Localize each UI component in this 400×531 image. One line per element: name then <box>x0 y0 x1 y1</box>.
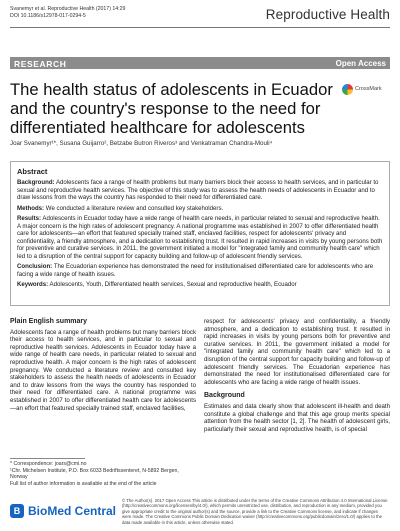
citation-header <box>10 6 125 20</box>
background-text: Estimates and data clearly show that adolescent ill-health and death constitute a global challenge and that this age group merits special attention from the health sector [1, 2]. The health of adolescent girls, particularly their sexual and reproductive health, is of special <box>204 402 390 433</box>
abstract-keywords-label: Keywords: <box>17 281 49 288</box>
biomed-central-icon: B <box>10 504 24 518</box>
plain-english-text: Adolescents face a range of health problems but many barriers block their access to health services, and in particular to sexual and reproductive health services. Adolescents in Ecuador today have a wide range of health care needs, in particular related to sexual and reproductive health. A major concern is the high rates of adolescent pregnancy. We conducted a literature review and consulted key stakeholders to assess the health needs of adolescents in Ecuador and to draw lessons from the ways the country has responded to their need for differentiated care. A national programme was established in 2007 to offer differentiated health care for adolescents—an effort that featured specially trained staff, enclaved facilities, <box>10 328 196 412</box>
correspondence-note[interactable]: * Correspondence: joars@cmi.no <box>10 461 87 467</box>
article-type-bar <box>10 57 390 69</box>
abstract-methods <box>17 205 383 213</box>
doi-line[interactable]: DOI 10.1186/s12978-017-0294-5 <box>10 13 86 19</box>
abstract-results-text: Adolescents in Ecuador today have a wide range of health care needs, in particular related to sexual and reproductive health. A major concern is the high rates of adolescent pregnancy. A national programme was established in 2007 to offer differentiated health care for adolescents—an effort that featured specially trained staff, enclaved facilities, respect for adolescents' privacy and confidentiality, a friendly atmosphere, and a dedication to establishing trust. It resulted in rapid increases in visits by young persons both for preventive and curative services. In 2011, the government initiated a model for "integrated family and community health care" which led to a disruption of the central support for capacity building and follow-up of adolescent friendly services. <box>17 215 383 260</box>
abstract-conclusion-label: Conclusion: <box>17 263 53 270</box>
license-text: © The Author(s). 2017 Open Access This article is distributed under the terms of the Creative Commons Attribution 4.0 International License (http://creativecommons.org/licenses/by/4.0/), which permits unrestricted use, distribution, and reproduction in any medium, provided you give appropriate credit to the original author(s) and the source, provide a link to the Creative Commons license, and indicate if changes were made. The Creative Commons Public Domain Dedication waiver (http://creativecommons.org/publicdomain/zero/1.0/) applies to the data made available in this article, unless otherwise stated. <box>122 498 388 525</box>
abstract-box <box>10 161 390 306</box>
abstract-results-label: Results: <box>17 215 42 222</box>
header-divider <box>10 27 390 28</box>
author-list: Joar Svanemyr¹*, Susana Guijarro², Betzabe Butron Riveros³ and Venkatraman Chandra-Mouli⁴ <box>10 140 273 147</box>
abstract-results <box>17 215 383 260</box>
journal-name: Reproductive Health <box>265 7 390 22</box>
crossmark-label: CrossMark <box>355 86 382 92</box>
abstract-background <box>17 179 383 202</box>
abstract-conclusion-text: The Ecuadorian experience has demonstrated the need for institutionalised differentiated care for adolescents who are facing a wide range of health issues. <box>17 263 374 278</box>
abstract-heading: Abstract <box>17 167 48 176</box>
publisher-logo[interactable] <box>10 502 120 522</box>
citation-line: Svanemyr et al. Reproductive Health (2017) 14:29 <box>10 6 126 12</box>
author-info-note: Full list of author information is available at the end of the article <box>10 480 157 487</box>
right-column <box>204 318 390 433</box>
affiliation-note: ¹Chr. Michelsen Institute, P.O. Box 6033 Bedriftssenteret, N-5892 Bergen, Norway <box>10 467 179 481</box>
open-access-label: Open Access <box>335 58 386 68</box>
left-column <box>10 318 196 412</box>
abstract-background-label: Background: <box>17 179 55 186</box>
footnote-divider <box>10 458 85 459</box>
background-heading: Background <box>204 392 245 400</box>
footnotes <box>10 461 196 487</box>
abstract-methods-text: We conducted a literature review and consulted key stakeholders. <box>45 204 224 212</box>
abstract-methods-label: Methods: <box>17 204 45 212</box>
article-type-label: RESEARCH <box>14 58 67 69</box>
page-footer <box>10 498 390 526</box>
crossmark-icon <box>342 84 353 95</box>
plain-english-heading: Plain English summary <box>10 318 88 325</box>
abstract-body <box>17 179 383 292</box>
article-title: The health status of adolescents in Ecuador and the country's response to the need for differentiated healthcare for adolescents <box>10 80 333 137</box>
plain-english-continuation: respect for adolescents' privacy and confidentiality, a friendly atmosphere, and a dedication to establishing trust. It resulted in rapid increases in visits by young persons both for preventive and curative services. In 2011, the government initiated a model for "integrated family and community health care" which led to a disruption of the central support for capacity building and follow-up of adolescent friendly services. The Ecuadorian experience has demonstrated the need for institutionalised differentiated care for adolescents who are facing a wide range of health issues. <box>204 318 390 386</box>
abstract-keywords-text: Adolescents, Youth, Differentiated health services, Sexual and reproductive health, Ecuador <box>49 281 297 288</box>
publisher-name: BioMed Central <box>28 504 117 518</box>
abstract-conclusion <box>17 263 383 278</box>
crossmark-badge[interactable] <box>342 83 386 97</box>
abstract-keywords <box>17 281 383 289</box>
abstract-background-text: Adolescents face a range of health problems but many barriers block their access to health services, and in particular to sexual and reproductive health services. The objective of this study was to assess the health needs of adolescents in Ecuador and to draw lessons from the ways the country has responded to their need for differentiated care. <box>17 179 379 201</box>
